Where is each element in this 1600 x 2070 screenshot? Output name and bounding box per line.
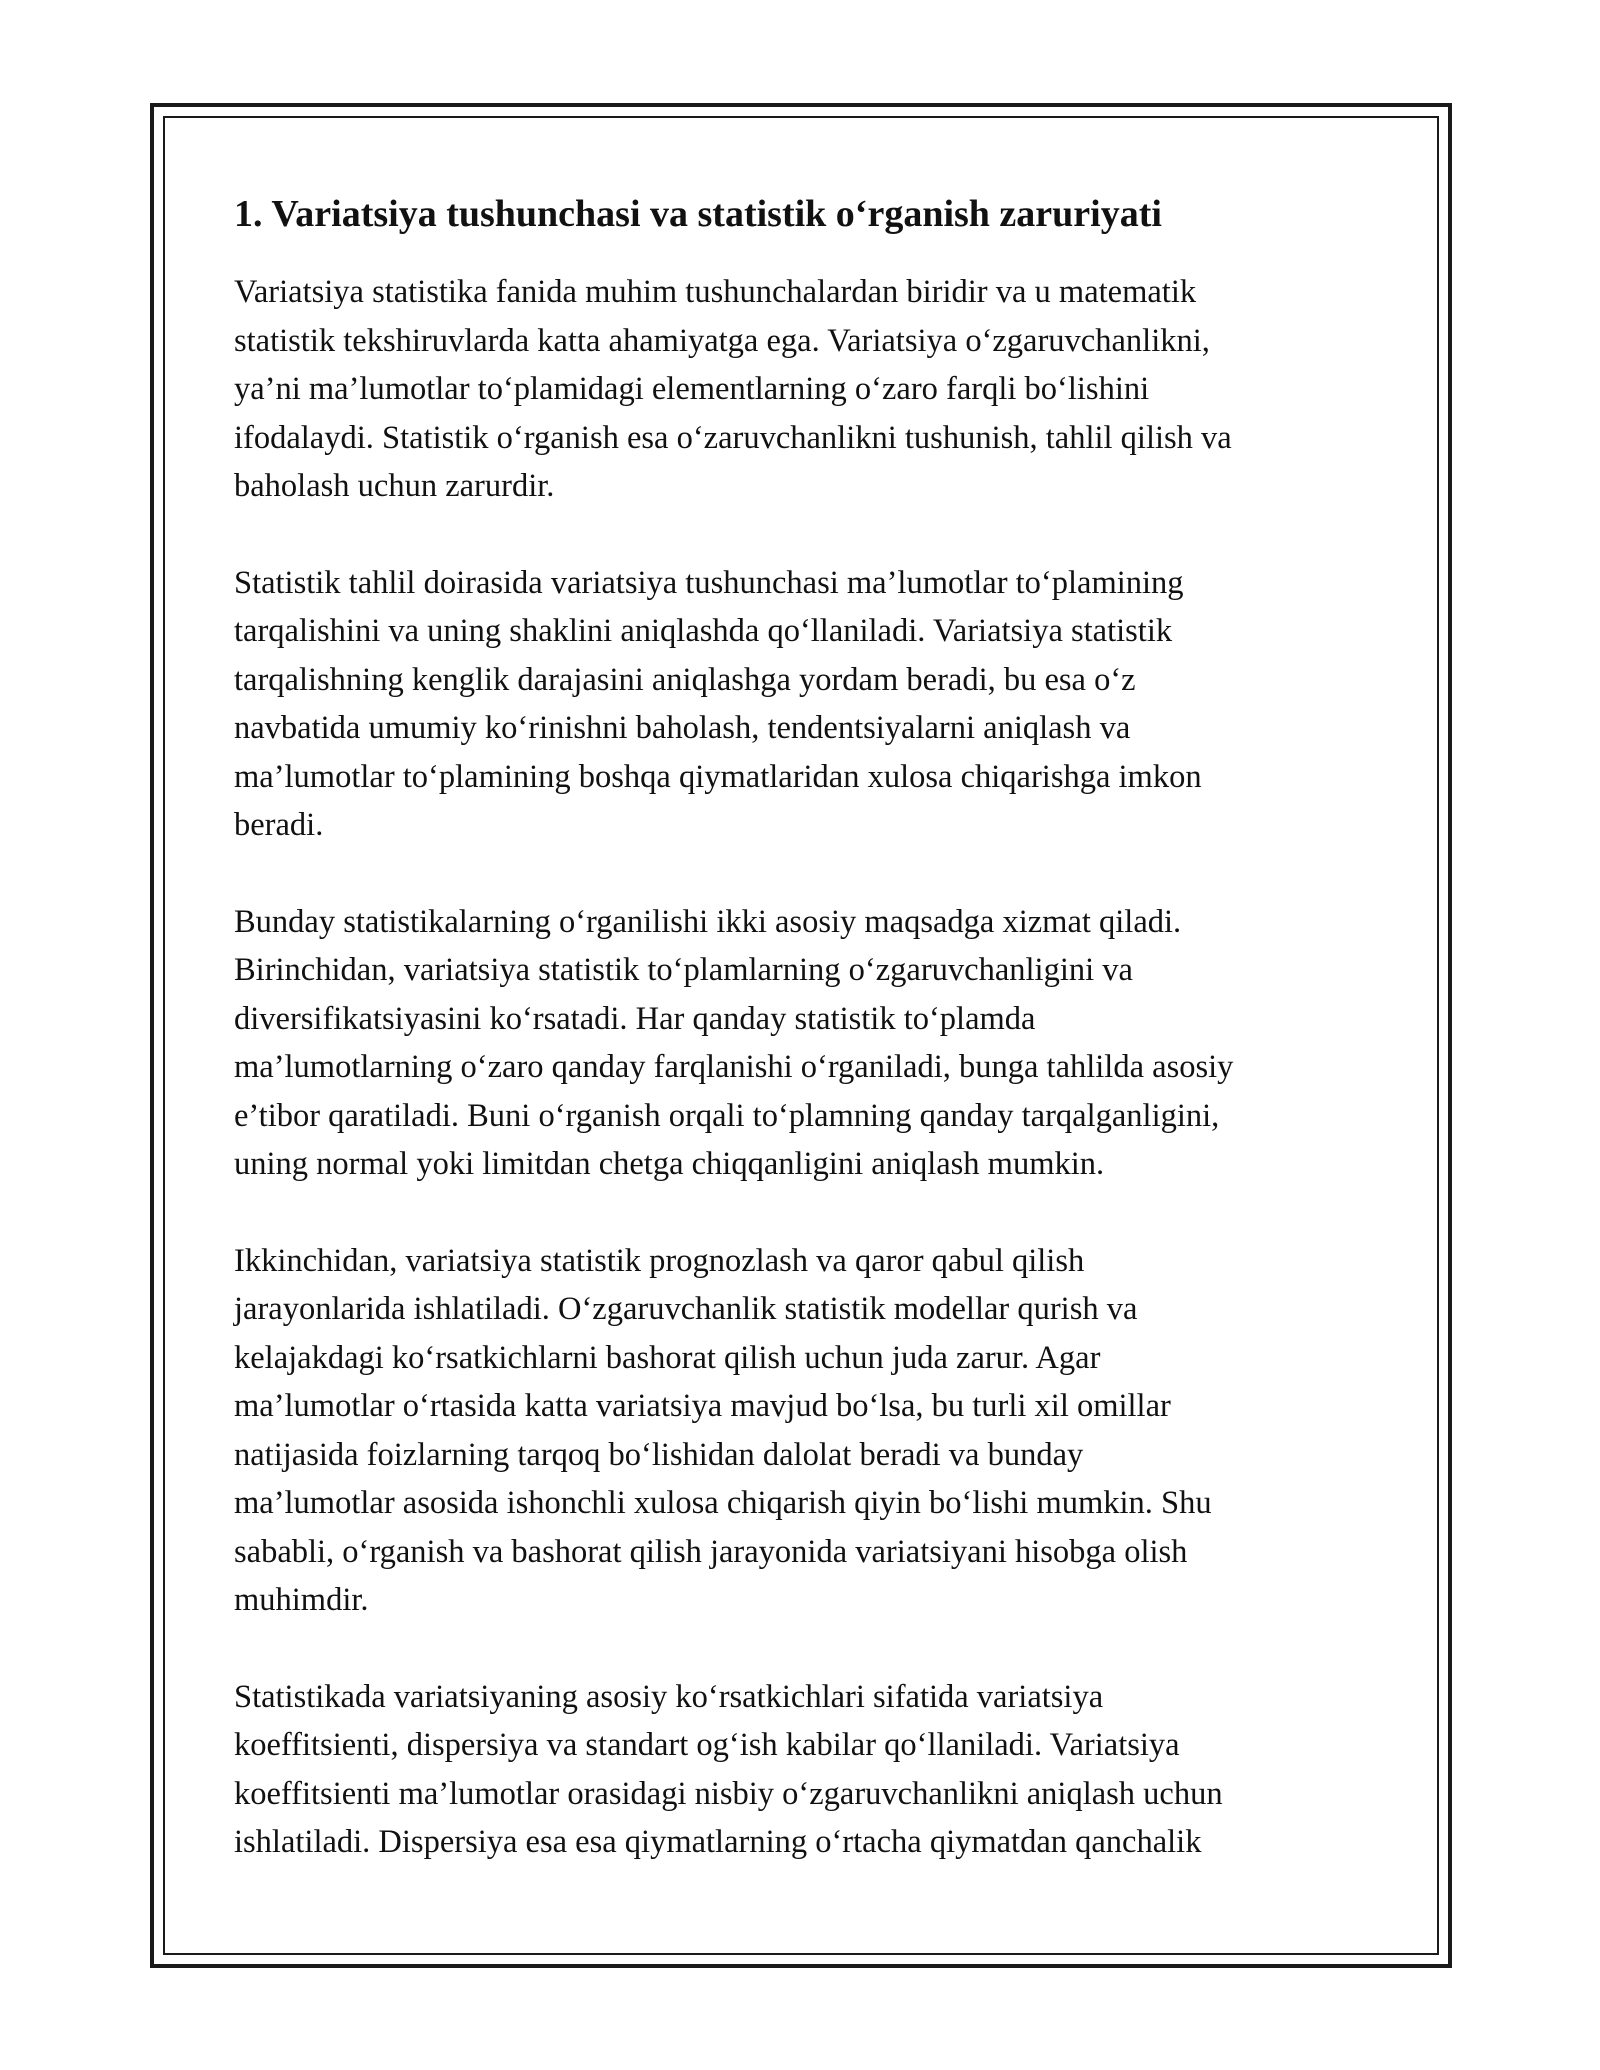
text-line: baholash uchun zarurdir. — [234, 468, 555, 504]
document-body — [234, 188, 1374, 1915]
section-heading: 1. Variatsiya tushunchasi va statistik o‘rganish zaruriyati — [234, 193, 1162, 235]
text-line: Birinchidan, variatsiya statistik to‘plamlarning o‘zgaruvchanligini va — [234, 952, 1133, 988]
text-line: diversifikatsiyasini ko‘rsatadi. Har qanday statistik to‘plamda — [234, 1000, 1036, 1037]
text-line: natijasida foizlarning tarqoq bo‘lishidan dalolat beradi va bunday — [234, 1436, 1084, 1473]
paragraph-1 — [234, 268, 1374, 511]
text-line: muhimdir. — [234, 1582, 369, 1618]
text-line: Statistik tahlil doirasida variatsiya tushunchasi ma’lumotlar to‘plamining — [234, 564, 1184, 601]
text-line: tarqalishning kenglik darajasini aniqlashga yordam beradi, bu esa o‘z — [234, 661, 1136, 698]
text-line: statistik tekshiruvlarda katta ahamiyatga ega. Variatsiya o‘zgaruvchanlikni, — [234, 322, 1210, 359]
text-line: e’tibor qaratiladi. Buni o‘rganish orqali to‘plamning qanday tarqalganligini, — [234, 1097, 1220, 1134]
text-line: jarayonlarida ishlatiladi. O‘zgaruvchanlik statistik modellar qurish va — [234, 1291, 1138, 1327]
text-line: Ikkinchidan, variatsiya statistik prognozlash va qaror qabul qilish — [234, 1242, 1085, 1279]
text-line: ishlatiladi. Dispersiya esa esa qiymatlarning o‘rtacha qiymatdan qanchalik — [234, 1824, 1202, 1860]
text-line: tarqalishini va uning shaklini aniqlashda qo‘llaniladi. Variatsiya statistik — [234, 613, 1173, 649]
text-line: uning normal yoki limitdan chetga chiqqanligini aniqlash mumkin. — [234, 1146, 1105, 1182]
text-line: koeffitsienti, dispersiya va standart og‘ish kabilar qo‘llaniladi. Variatsiya — [234, 1727, 1180, 1763]
text-line: Variatsiya statistika fanida muhim tushunchalardan biridir va u matematik — [234, 274, 1197, 310]
text-line: sababli, o‘rganish va bashorat qilish jarayonida variatsiyani hisobga olish — [234, 1533, 1188, 1570]
text-line: Statistikada variatsiyaning asosiy ko‘rsatkichlari sifatida variatsiya — [234, 1678, 1104, 1715]
text-line: ma’lumotlar to‘plamining boshqa qiymatlaridan xulosa chiqarishga imkon — [234, 758, 1202, 795]
text-line: navbatida umumiy ko‘rinishni baholash, tendentsiyalarni aniqlash va — [234, 710, 1131, 746]
text-line: ma’lumotlar o‘rtasida katta variatsiya mavjud bo‘lsa, bu turli xil omillar — [234, 1388, 1171, 1424]
text-line: ifodalaydi. Statistik o‘rganish esa o‘zaruvchanlikni tushunish, tahlil qilish va — [234, 419, 1232, 456]
text-line: kelajakdagi ko‘rsatkichlarni bashorat qilish uchun juda zarur. Agar — [234, 1339, 1101, 1376]
text-line: ma’lumotlarning o‘zaro qanday farqlanishi o‘rganiladi, bunga tahlilda asosiy — [234, 1049, 1234, 1085]
text-line: koeffitsienti ma’lumotlar orasidagi nisbiy o‘zgaruvchanlikni aniqlash uchun — [234, 1775, 1223, 1812]
paragraph-2 — [234, 559, 1374, 850]
paragraph-3 — [234, 898, 1374, 1189]
text-line: ma’lumotlar asosida ishonchli xulosa chiqarish qiyin bo‘lishi mumkin. Shu — [234, 1485, 1212, 1521]
paragraph-4 — [234, 1237, 1374, 1625]
paragraph-5 — [234, 1673, 1374, 1867]
text-line: Bunday statistikalarning o‘rganilishi ikki asosiy maqsadga xizmat qiladi. — [234, 903, 1182, 940]
text-line: beradi. — [234, 807, 324, 843]
text-line: ya’ni ma’lumotlar to‘plamidagi elementlarning o‘zaro farqli bo‘lishini — [234, 371, 1150, 407]
